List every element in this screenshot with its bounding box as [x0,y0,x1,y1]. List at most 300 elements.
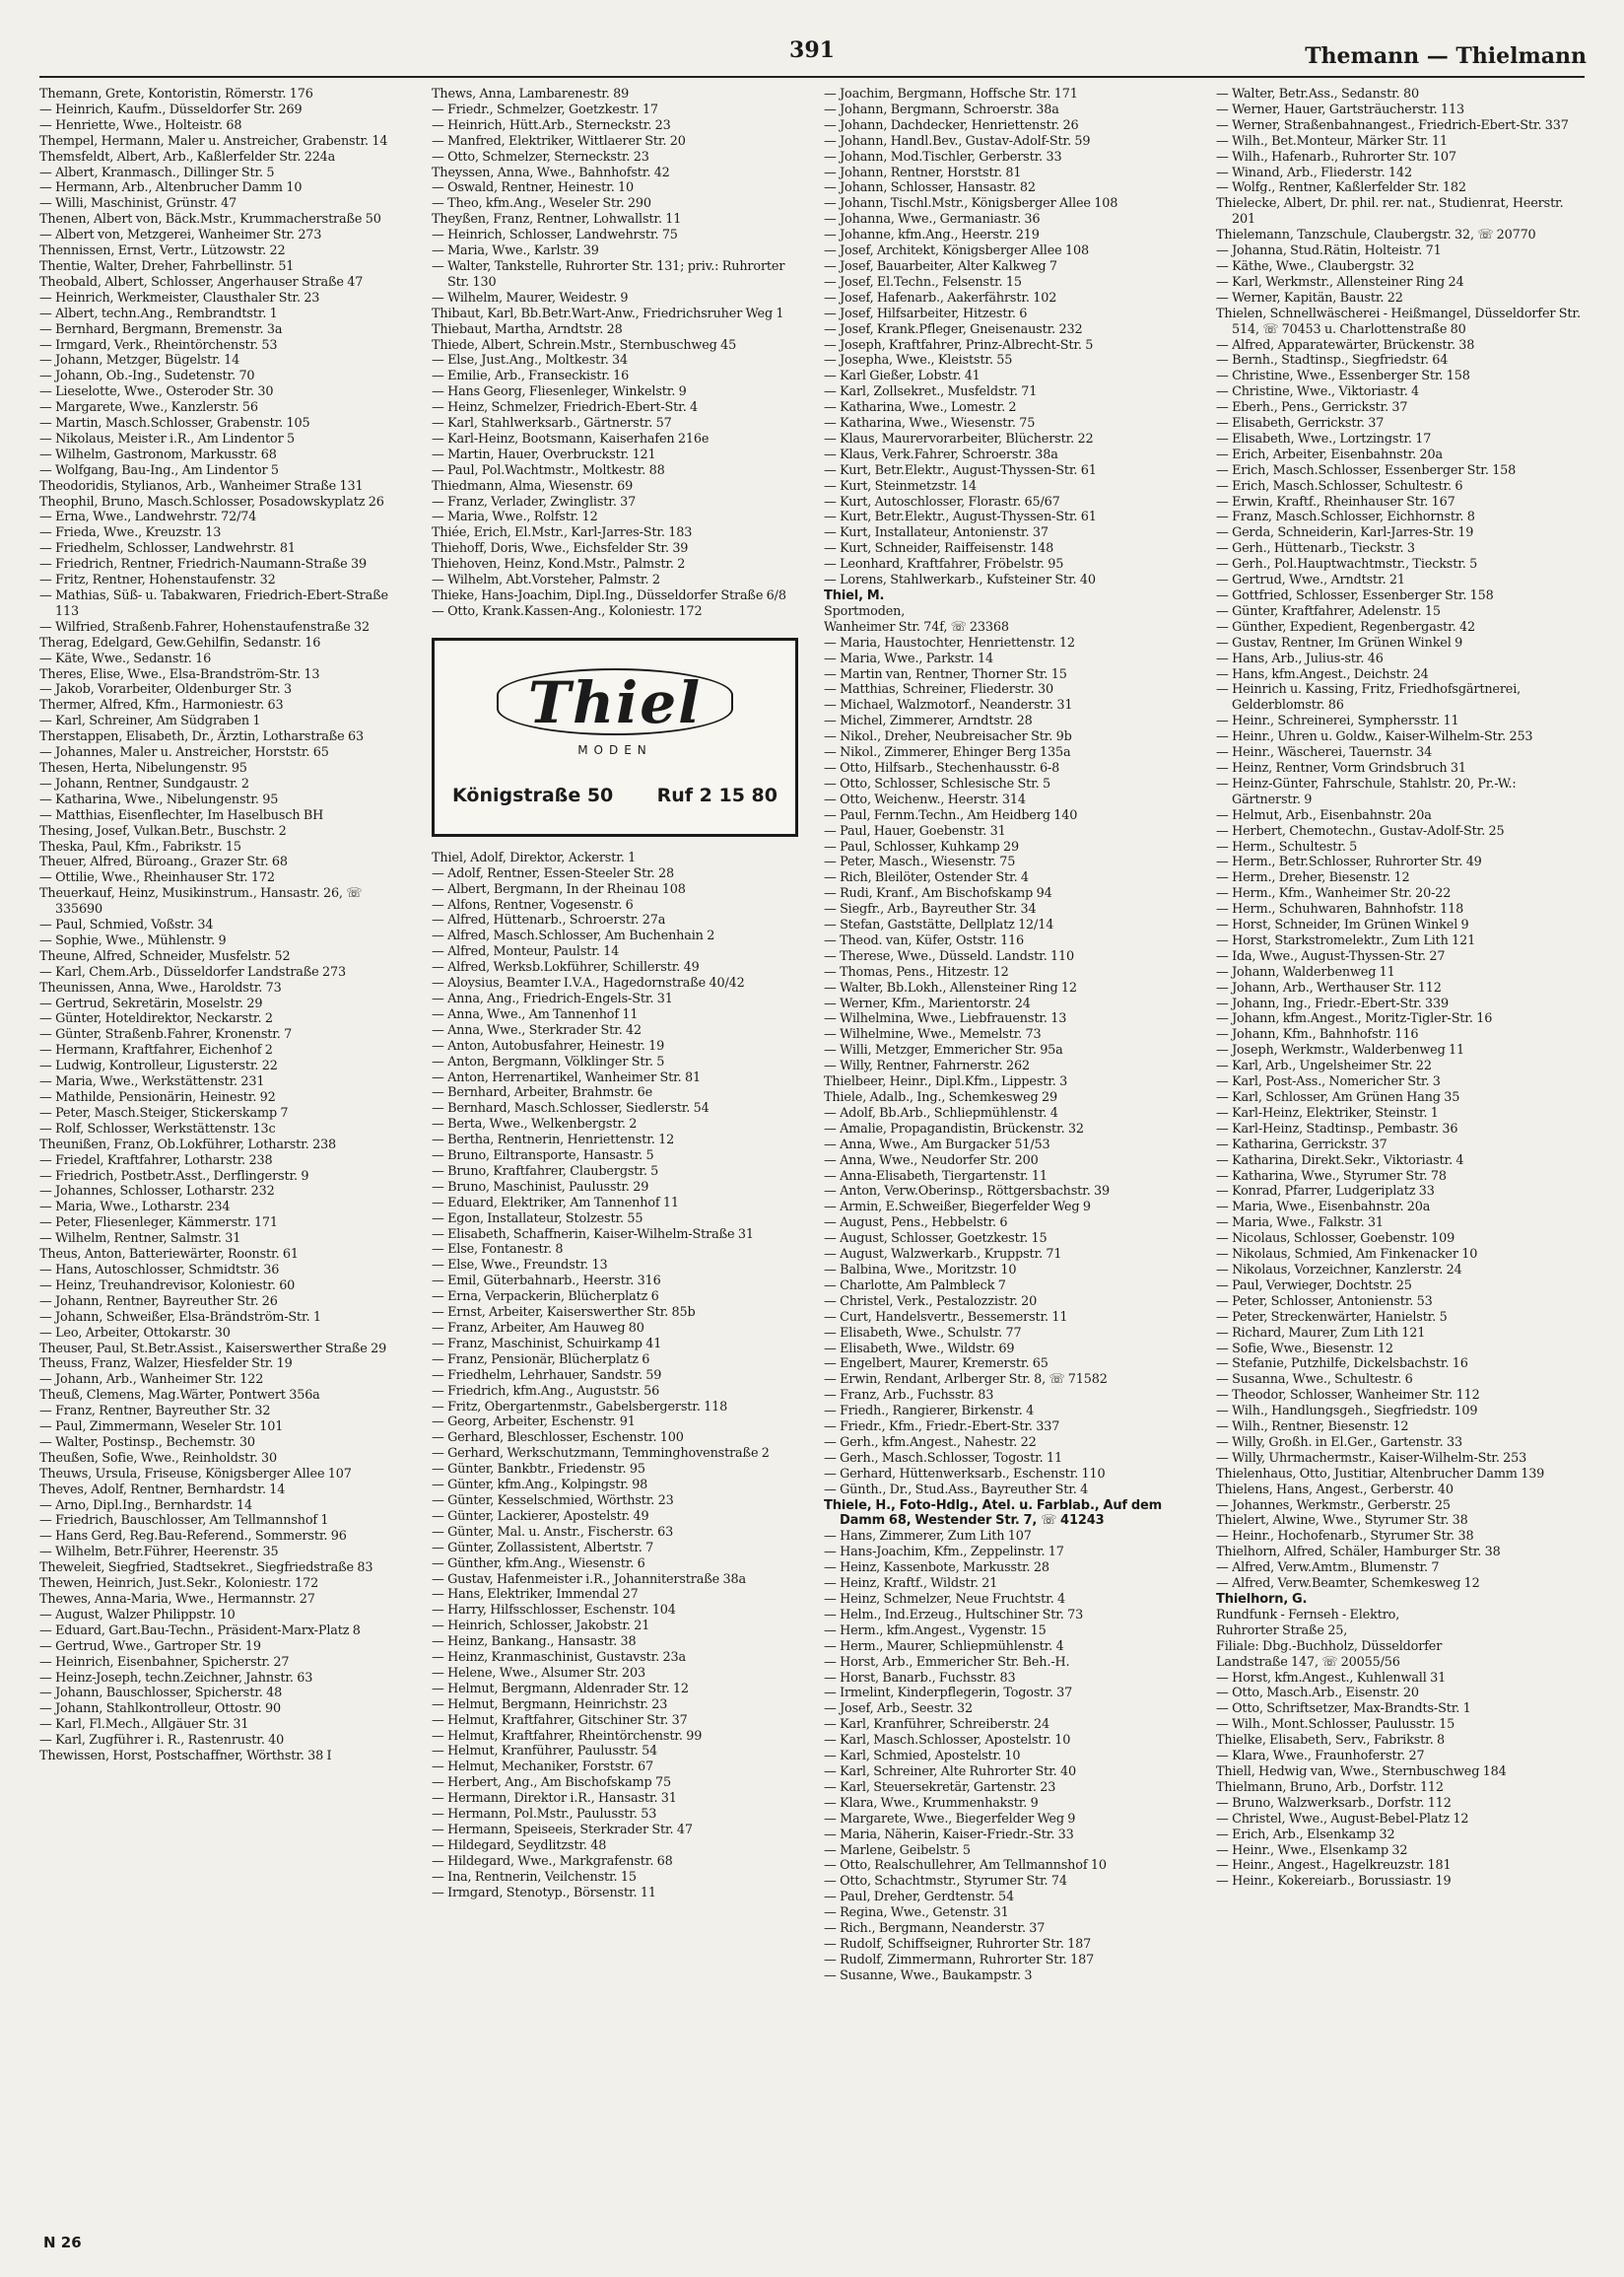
directory-entry: — Ernst, Arbeiter, Kaiserswerther Str. 85b [432,1305,696,1321]
directory-entry: — Hermann, Speiseeis, Sterkrader Str. 47 [432,1823,693,1837]
directory-entry: — Sophie, Wwe., Mühlenstr. 9 [39,932,227,948]
directory-entry: — Helmut, Arb., Eisenbahnstr. 20a [1216,807,1432,823]
directory-entry: — Heinrich u. Kassing, Fritz, Friedhofsgärtnerei, Gelderblomstr. 86 [1216,682,1522,714]
directory-entry: — Karl, Stahlwerksarb., Gärtnerstr. 57 [432,416,672,432]
directory-entry: Theuß, Clemens, Mag.Wärter, Pontwert 356a [39,1388,320,1404]
directory-entry: — Heinz, Kassenbote, Markusstr. 28 [824,1560,1049,1576]
directory-entry: — Susanna, Wwe., Schultestr. 6 [1216,1372,1413,1388]
directory-entry: — Herm., Schuhwaren, Bahnhofstr. 118 [1216,902,1464,918]
directory-entry: — Johann, Stahlkontrolleur, Ottostr. 90 [39,1701,282,1717]
directory-entry: — Werner, Hauer, Gartsträucherstr. 113 [1216,102,1464,117]
directory-entry: — Günther, Expedient, Regenbergastr. 42 [1216,619,1475,635]
directory-entry: Themsfeldt, Albert, Arb., Kaßlerfelder Str. 224a [39,149,336,165]
directory-entry: — Hans, Arb., Julius-str. 46 [1216,651,1384,666]
directory-entry: — Elisabeth, Wwe., Wildstr. 69 [824,1341,1015,1356]
directory-entry: — Josef, El.Techn., Felsenstr. 15 [824,274,1022,290]
directory-entry: — Otto, Weichenw., Heerstr. 314 [824,792,1026,807]
directory-entry: — Karl, Zugführer i. R., Rastenrustr. 40 [39,1733,285,1749]
directory-entry: — Johanna, Wwe., Germaniastr. 36 [824,212,1041,228]
directory-entry: — Horst, Starkstromelektr., Zum Lith 121 [1216,932,1476,948]
directory-entry: Thielbeer, Heinr., Dipl.Kfm., Lippestr. 3 [824,1074,1068,1090]
directory-entry: — Wilhelmina, Wwe., Liebfrauenstr. 13 [824,1011,1067,1027]
directory-entry: — Karl, Kranführer, Schreiberstr. 24 [824,1717,1049,1733]
directory-entry: — Erna, Verpackerin, Blücherplatz 6 [432,1289,659,1305]
directory-entry: — Christel, Wwe., August-Bebel-Platz 12 [1216,1811,1469,1827]
directory-entry: — Heinz, Schmelzer, Neue Fruchtstr. 4 [824,1592,1066,1607]
directory-entry: — Balbina, Wwe., Moritzstr. 10 [824,1262,1017,1277]
directory-entry: — Heinz-Günter, Fahrschule, Stahlstr. 20, Pr.-W.: Gärtnerstr. 9 [1216,776,1517,807]
directory-entry: — Engelbert, Maurer, Kremerstr. 65 [824,1356,1049,1372]
directory-entry: — Maria, Wwe., Falkstr. 31 [1216,1215,1384,1231]
directory-entry: Thews, Anna, Lambarenestr. 89 [432,87,630,102]
directory-entry: — Karl, Post-Ass., Nomericher Str. 3 [1216,1074,1441,1090]
directory-entry: — Helmut, Kranführer, Paulusstr. 54 [432,1744,658,1760]
directory-entry: — Erich, Arbeiter, Eisenbahnstr. 20a [1216,447,1443,462]
directory-entry: — Wilh., Bet.Monteur, Märker Str. 11 [1216,133,1448,149]
directory-entry: — Herm., Maurer, Schliepmühlenstr. 4 [824,1638,1064,1654]
directory-entry: — Johanna, Stud.Rätin, Holteistr. 71 [1216,243,1442,259]
directory-entry: — Anna-Elisabeth, Tiergartenstr. 11 [824,1168,1048,1184]
directory-entry: — Konrad, Pfarrer, Ludgeriplatz 33 [1216,1184,1435,1200]
directory-entry: Theyssen, Anna, Wwe., Bahnhofstr. 42 [432,165,670,180]
directory-entry: — Walter, Tankstelle, Ruhrorter Str. 131; priv.: Ruhrorter Str. 130 [432,258,785,290]
directory-entry: Theuerkauf, Heinz, Musikinstrum., Hansastr. 26, ☏ 335690 [39,886,363,918]
directory-entry: — Heinr., Schreinerei, Symphersstr. 11 [1216,714,1459,729]
directory-entry: — Karl-Heinz, Stadtinsp., Pembastr. 36 [1216,1121,1458,1137]
directory-entry: — Irmgard, Stenotyp., Börsenstr. 11 [432,1885,656,1900]
directory-entry: — Günter, Kraftfahrer, Adelenstr. 15 [1216,603,1441,619]
directory-entry: — Günter, Mal. u. Anstr., Fischerstr. 63 [432,1524,674,1540]
directory-entry: — Erich, Arb., Elsenkamp 32 [1216,1827,1395,1842]
directory-entry: — Heinz, Treuhandrevisor, Koloniestr. 60 [39,1277,296,1293]
directory-entry: — Gerhard, Werkschutzmann, Temminghovenstraße 2 [432,1446,770,1462]
directory-entry: — Herbert, Ang., Am Bischofskamp 75 [432,1775,671,1791]
directory-entry: — Hans, Autoschlosser, Schmidtstr. 36 [39,1262,280,1277]
directory-entry: — Peter, Schlosser, Antonienstr. 53 [1216,1293,1433,1309]
directory-entry: Theunissen, Anna, Wwe., Haroldstr. 73 [39,980,282,996]
directory-entry: — Helmut, Bergmann, Heinrichstr. 23 [432,1696,668,1712]
directory-entry: — Johann, Handl.Bev., Gustav-Adolf-Str. 59 [824,133,1091,149]
directory-entry: Thielert, Alwine, Wwe., Styrumer Str. 38 [1216,1513,1468,1529]
directory-entry: — Alfred, Verw.Beamter, Schemkesweg 12 [1216,1576,1480,1592]
directory-entry: Thermer, Alfred, Kfm., Harmoniestr. 63 [39,698,284,714]
directory-entry: — Curt, Handelsvertr., Bessemerstr. 11 [824,1309,1068,1325]
directory-entry: — Bernhard, Arbeiter, Brahmstr. 6e [432,1085,652,1101]
directory-entry: Thiede, Albert, Schrein.Mstr., Sternbuschweg 45 [432,337,737,353]
directory-entry: Themann, Grete, Kontoristin, Römerstr. 176 [39,87,313,102]
directory-entry: — Johann, Rentner, Sundgaustr. 2 [39,776,249,792]
directory-entry: — Bernh., Stadtinsp., Siegfriedstr. 64 [1216,353,1449,369]
directory-entry: — Anna, Wwe., Neudorfer Str. 200 [824,1152,1039,1168]
directory-entry: — Horst, Banarb., Fuchsstr. 83 [824,1670,1016,1686]
advert-phone: Ruf 2 15 80 [656,784,778,806]
directory-entry: — Christine, Wwe., Essenberger Str. 158 [1216,369,1470,384]
directory-entry: — Willi, Metzger, Emmericher Str. 95a [824,1043,1063,1059]
directory-entry: — Karl, Masch.Schlosser, Apostelstr. 10 [824,1733,1071,1749]
directory-entry: — Rich, Bleilöter, Ostender Str. 4 [824,870,1029,886]
directory-entry: — Wilh., Rentner, Biesenstr. 12 [1216,1419,1409,1435]
directory-entry: — Johann, Schweißer, Elsa-Brändström-Str. 1 [39,1309,321,1325]
directory-entry: — Michel, Zimmerer, Arndtstr. 28 [824,714,1033,729]
page-number: 391 [789,37,835,63]
directory-entry: — Heinz-Joseph, techn.Zeichner, Jahnstr. 63 [39,1670,313,1686]
directory-entry: — Günther, kfm.Ang., Wiesenstr. 6 [432,1555,645,1571]
directory-entry: Thiée, Erich, El.Mstr., Karl-Jarres-Str. 183 [432,525,693,541]
directory-entry: — Heinr., Hochofenarb., Styrumer Str. 38 [1216,1529,1474,1545]
directory-entry: — Karl-Heinz, Bootsmann, Kaiserhafen 216e [432,431,710,447]
directory-entry: — Günter, Hoteldirektor, Neckarstr. 2 [39,1011,273,1027]
directory-entry: Theus, Anton, Batteriewärter, Roonstr. 61 [39,1247,299,1263]
directory-entry: — Werner, Kapitän, Baustr. 22 [1216,290,1403,306]
directory-entry: — Otto, Hilfsarb., Stechenhausstr. 6-8 [824,760,1060,776]
directory-entry: — Georg, Arbeiter, Eschenstr. 91 [432,1414,636,1430]
directory-entry: — Günter, Kesselschmied, Wörthstr. 23 [432,1492,674,1508]
directory-entry: — Werner, Straßenbahnangest., Friedrich-Ebert-Str. 337 [1216,117,1569,133]
directory-entry: Thieke, Hans-Joachim, Dipl.Ing., Düsseldorfer Straße 6/8 [432,588,786,603]
directory-entry: — Wilhelm, Abt.Vorsteher, Palmstr. 2 [432,573,660,588]
directory-entry: Thielenhaus, Otto, Justitiar, Altenbrucher Damm 139 [1216,1466,1545,1482]
directory-entry: — Martin, Hauer, Overbruckstr. 121 [432,447,656,462]
directory-entry: — Anna, Ang., Friedrich-Engels-Str. 31 [432,991,673,1006]
directory-entry: — Katharina, Wwe., Nibelungenstr. 95 [39,792,279,807]
directory-entry: — Herm., Schultestr. 5 [1216,839,1358,855]
directory-entry: — Kurt, Autoschlosser, Florastr. 65/67 [824,494,1060,510]
directory-entry: — Paul, Dreher, Gerdtenstr. 54 [824,1890,1015,1905]
directory-entry: — Josef, Architekt, Königsberger Allee 108 [824,243,1089,259]
directory-entry: — Anna, Wwe., Sterkrader Str. 42 [432,1022,643,1038]
directory-entry: — Wolfgang, Bau-Ing., Am Lindentor 5 [39,462,279,478]
directory-entry: — August, Walzwerkarb., Kruppstr. 71 [824,1247,1062,1263]
directory-entry: — Siegfr., Arb., Bayreuther Str. 34 [824,902,1037,918]
directory-entry: — Else, Just.Ang., Moltkestr. 34 [432,353,629,369]
directory-entry: — Winand, Arb., Fliederstr. 142 [1216,165,1412,180]
directory-entry: — Henriette, Wwe., Holteistr. 68 [39,117,242,133]
directory-entry: — Arno, Dipl.Ing., Bernhardstr. 14 [39,1497,252,1513]
directory-entry: — Jakob, Vorarbeiter, Oldenburger Str. 3 [39,682,292,698]
directory-entry: — Else, Wwe., Freundstr. 13 [432,1258,608,1274]
directory-entry: — Richard, Maurer, Zum Lith 121 [1216,1325,1426,1341]
directory-entry: — Katharina, Direkt.Sekr., Viktoriastr. 4 [1216,1152,1464,1168]
directory-entry: Theuss, Franz, Walzer, Hiesfelder Str. 19 [39,1356,293,1372]
directory-entry: — Eberh., Pens., Gerrickstr. 37 [1216,400,1408,416]
directory-entry: — Gottfried, Schlosser, Essenberger Str. 158 [1216,588,1494,603]
directory-entry: — Wilhelm, Betr.Führer, Heerenstr. 35 [39,1545,279,1560]
directory-entry: — Alfred, Hüttenarb., Schroerstr. 27a [432,913,666,929]
directory-entry: — Gustav, Hafenmeister i.R., Johanniterstraße 38a [432,1571,746,1587]
directory-entry: — Wilhelm, Maurer, Weidestr. 9 [432,290,629,306]
directory-entry: — Katharina, Wwe., Wiesenstr. 75 [824,416,1036,432]
directory-entry: — Josef, Bauarbeiter, Alter Kalkweg 7 [824,258,1057,274]
directory-entry: — Susanne, Wwe., Baukampstr. 3 [824,1967,1033,1983]
directory-entry: — Karl, Chem.Arb., Düsseldorfer Landstraße 273 [39,964,347,980]
directory-entry: — Charlotte, Am Palmbleck 7 [824,1277,1006,1293]
directory-entry: Therag, Edelgard, Gew.Gehilfin, Sedanstr. 16 [39,635,321,651]
directory-entry: — Otto, Schachtmstr., Styrumer Str. 74 [824,1874,1067,1890]
directory-entry: — Albert, Kranmasch., Dillinger Str. 5 [39,165,275,180]
directory-entry: — Lieselotte, Wwe., Osteroder Str. 30 [39,384,274,400]
directory-entry: — Hans-Joachim, Kfm., Zeppelinstr. 17 [824,1545,1064,1560]
directory-entry: — Karl, Arb., Ungelsheimer Str. 22 [1216,1059,1432,1074]
advert-address: Königstraße 50 [452,784,614,806]
directory-entry: — Herm., Kfm., Wanheimer Str. 20-22 [1216,886,1452,902]
directory-entry: — Heinz, Kraftf., Wildstr. 21 [824,1576,998,1592]
directory-entry: Thiell, Hedwig van, Wwe., Sternbuschweg 184 [1216,1763,1507,1779]
directory-entry: — Nikolaus, Schmied, Am Finkenacker 10 [1216,1247,1478,1263]
directory-entry: — Friedh., Rangierer, Birkenstr. 4 [824,1404,1035,1419]
directory-entry: Theves, Adolf, Rentner, Bernhardstr. 14 [39,1482,286,1497]
directory-entry: — Katharina, Wwe., Styrumer Str. 78 [1216,1168,1447,1184]
directory-entry: — August, Pens., Hebbelstr. 6 [824,1215,1008,1231]
directory-entry: — Maria, Wwe., Eisenbahnstr. 20a [1216,1200,1431,1215]
directory-entry: — Leo, Arbeiter, Ottokarstr. 30 [39,1325,231,1341]
directory-entry: — Franz, Maschinist, Schuirkamp 41 [432,1336,662,1351]
directory-entry: — Josef, Hafenarb., Aakerfährstr. 102 [824,290,1057,306]
directory-column-2 [432,87,798,2231]
directory-entry: — Hans Georg, Fliesenleger, Winkelstr. 9 [432,384,687,400]
directory-entry: — Oswald, Rentner, Heinestr. 10 [432,180,635,196]
directory-entry: — Erwin, Rendant, Arlberger Str. 8, ☏ 71582 [824,1372,1108,1388]
directory-entry: — Hans, kfm.Angest., Deichstr. 24 [1216,666,1429,682]
directory-entry: — Maria, Wwe., Lotharstr. 234 [39,1200,231,1215]
directory-entry: — Erich, Masch.Schlosser, Schultestr. 6 [1216,478,1463,494]
directory-entry: — Alfred, Verw.Amtm., Blumenstr. 7 [1216,1560,1440,1576]
directory-entry: — Alfred, Apparatewärter, Brückenstr. 38 [1216,337,1475,353]
directory-entry: Thiel, Adolf, Direktor, Ackerstr. 1 [432,850,637,865]
directory-entry: — Johann, Schlosser, Hansastr. 82 [824,180,1036,196]
directory-entry: — Karl, Schmied, Apostelstr. 10 [824,1749,1021,1764]
directory-entry: — Josef, Hilfsarbeiter, Hitzestr. 6 [824,306,1028,321]
directory-entry: — Amalie, Propagandistin, Brückenstr. 32 [824,1121,1084,1137]
directory-entry: — Maria, Haustochter, Henriettenstr. 12 [824,635,1075,651]
directory-entry: — Heinrich, Eisenbahner, Spicherstr. 27 [39,1654,290,1670]
directory-entry: — Johann, Ob.-Ing., Sudetenstr. 70 [39,369,255,384]
directory-entry: — Leonhard, Kraftfahrer, Fröbelstr. 95 [824,557,1064,573]
directory-entry: — Margarete, Wwe., Kanzlerstr. 56 [39,400,258,416]
directory-entry: — Elisabeth, Gerrickstr. 37 [1216,416,1385,432]
directory-entry: — Eduard, Gart.Bau-Techn., Präsident-Marx-Platz 8 [39,1622,361,1638]
advert-contact [452,784,778,806]
directory-entry: — Katharina, Gerrickstr. 37 [1216,1137,1387,1152]
directory-entry: — Alfred, Werksb.Lokführer, Schillerstr. 49 [432,960,700,976]
directory-entry: — Günter, Zollassistent, Albertstr. 7 [432,1540,654,1555]
directory-entry: Thempel, Hermann, Maler u. Anstreicher, Grabenstr. 14 [39,133,388,149]
directory-entry: Theyßen, Franz, Rentner, Lohwallstr. 11 [432,212,682,228]
directory-entry: — Bruno, Kraftfahrer, Claubergstr. 5 [432,1163,659,1179]
directory-entry: — Johann, Arb., Werthauser Str. 112 [1216,980,1442,996]
directory-entry: — Karl, Schreiner, Am Südgraben 1 [39,714,261,729]
directory-entry: — Josef, Krank.Pfleger, Gneisenaustr. 232 [824,321,1083,337]
directory-entry: — Armin, E.Schweißer, Biegerfelder Weg 9 [824,1200,1091,1215]
directory-entry: — Käthe, Wwe., Claubergstr. 32 [1216,258,1415,274]
directory-entry: — Irmelint, Kinderpflegerin, Togostr. 37 [824,1686,1073,1701]
directory-entry: — Regina, Wwe., Getenstr. 31 [824,1905,1009,1921]
thiel-moden-advert [432,638,798,837]
directory-entry: — Heinr., Uhren u. Goldw., Kaiser-Wilhelm-Str. 253 [1216,729,1533,745]
directory-entry: Ruhrorter Straße 25, [1216,1622,1348,1638]
directory-entry: — Marlene, Geibelstr. 5 [824,1842,971,1858]
directory-entry: — Friedrich, Postbetr.Asst., Derflingerstr. 9 [39,1168,309,1184]
directory-entry: Theunißen, Franz, Ob.Lokführer, Lotharstr. 238 [39,1137,337,1152]
directory-entry: — Johann, Arb., Wanheimer Str. 122 [39,1372,264,1388]
directory-entry: Thiebaut, Martha, Arndtstr. 28 [432,321,623,337]
directory-entry: Theobald, Albert, Schlosser, Angerhauser Straße 47 [39,274,364,290]
directory-entry: — Adolf, Rentner, Essen-Steeler Str. 28 [432,865,674,881]
directory-entry: — Gertrud, Wwe., Arndtstr. 21 [1216,573,1405,588]
directory-entry: — Joseph, Kraftfahrer, Prinz-Albrecht-Str. 5 [824,337,1094,353]
directory-entry: — Karl, Werkmstr., Allensteiner Ring 24 [1216,274,1464,290]
directory-entry: — Rudolf, Schiffseigner, Ruhrorter Str. 187 [824,1936,1092,1952]
directory-entry: — Nikol., Zimmerer, Ehinger Berg 135a [824,745,1071,761]
directory-entry: — Rolf, Schlosser, Werkstättenstr. 13c [39,1121,276,1137]
directory-entry: Thesing, Josef, Vulkan.Betr., Buschstr. 2 [39,823,287,839]
directory-entry: — Heinr., Angest., Hagelkreuzstr. 181 [1216,1858,1452,1874]
directory-entry: — Gerhard, Hüttenwerksarb., Eschenstr. 110 [824,1466,1106,1482]
directory-entry: — Sofie, Wwe., Biesenstr. 12 [1216,1341,1393,1356]
directory-entry: Theska, Paul, Kfm., Fabrikstr. 15 [39,839,241,855]
directory-entry: — Rudolf, Zimmermann, Ruhrorter Str. 187 [824,1952,1095,1967]
directory-entry: — Johannes, Maler u. Anstreicher, Horststr. 65 [39,745,329,761]
directory-entry: Thibaut, Karl, Bb.Betr.Wart-Anw., Friedrichsruher Weg 1 [432,306,784,321]
directory-entry: — Bruno, Walzwerksarb., Dorfstr. 112 [1216,1795,1452,1811]
directory-entry: — Günth., Dr., Stud.Ass., Bayreuther Str. 4 [824,1482,1089,1497]
directory-entry: — Günter, Straßenb.Fahrer, Kronenstr. 7 [39,1027,293,1043]
directory-entry: — Günter, Bankbtr., Friedenstr. 95 [432,1462,645,1478]
directory-entry: — Johannes, Werkmstr., Gerberstr. 25 [1216,1497,1451,1513]
directory-entry: — Walter, Betr.Ass., Sedanstr. 80 [1216,87,1419,102]
directory-entry: — Wilfried, Straßenb.Fahrer, Hohenstaufenstraße 32 [39,619,371,635]
directory-entry: — Karl, Schlosser, Am Grünen Hang 35 [1216,1090,1460,1105]
directory-entry: — Karl, Schreiner, Alte Ruhrorter Str. 40 [824,1763,1076,1779]
directory-entry: — August, Schlosser, Goetzkestr. 15 [824,1231,1048,1247]
directory-entry: — Hildegard, Wwe., Markgrafenstr. 68 [432,1853,673,1869]
directory-entry: Sportmoden, [824,603,906,619]
directory-entry: — Mathias, Süß- u. Tabakwaren, Friedrich-Ebert-Straße 113 [39,588,388,619]
directory-entry: — Heinrich, Schlosser, Jakobstr. 21 [432,1619,650,1634]
running-head: Themann — Thielmann [1305,43,1587,69]
directory-entry: — Alfred, Masch.Schlosser, Am Buchenhain 2 [432,929,715,944]
directory-entry: — Wilh., Hafenarb., Ruhrorter Str. 107 [1216,149,1456,165]
directory-entry: — Kurt, Steinmetzstr. 14 [824,478,977,494]
directory-entry: — Katharina, Wwe., Lomestr. 2 [824,400,1017,416]
directory-entry: Theuws, Ursula, Friseuse, Königsberger Allee 107 [39,1466,352,1482]
directory-entry: — Johann, Bauschlosser, Spicherstr. 48 [39,1686,283,1701]
directory-entry: Thielen, Schnellwäscherei - Heißmangel, Düsseldorfer Str. 514, ☏ 70453 u. Charlottenstraße 80 [1216,306,1581,337]
directory-entry: Filiale: Dbg.-Buchholz, Düsseldorfer [1216,1638,1443,1654]
directory-entry: — Peter, Streckenwärter, Hanielstr. 5 [1216,1309,1448,1325]
directory-entry: — Friedrich, Bauschlosser, Am Tellmannshof 1 [39,1513,329,1529]
directory-entry: — Paul, Pol.Wachtmstr., Moltkestr. 88 [432,462,665,478]
directory-entry: — Anna, Wwe., Am Tannenhof 11 [432,1006,639,1022]
directory-entry: — Wilhelmine, Wwe., Memelstr. 73 [824,1027,1042,1043]
directory-entry: — Johann, Rentner, Horststr. 81 [824,165,1022,180]
directory-entry: — Otto, Schriftsetzer, Max-Brandts-Str. 1 [1216,1701,1471,1717]
directory-entry: — Adolf, Bb.Arb., Schliepmühlenstr. 4 [824,1105,1058,1121]
directory-entry: — Maria, Wwe., Parkstr. 14 [824,651,993,666]
directory-entry: — Horst, Arb., Emmericher Str. Beh.-H. [824,1654,1070,1670]
directory-entry: — Alfred, Monteur, Paulstr. 14 [432,944,620,960]
directory-entry: — Herm., kfm.Angest., Vygenstr. 15 [824,1622,1047,1638]
directory-entry: — Nikolaus, Meister i.R., Am Lindentor 5 [39,431,295,447]
directory-entry: — Johann, Rentner, Bayreuther Str. 26 [39,1293,278,1309]
directory-entry: — Otto, Realschullehrer, Am Tellmannshof 10 [824,1858,1107,1874]
directory-entry: Thielhorn, Alfred, Schäler, Hamburger Str. 38 [1216,1545,1501,1560]
directory-entry: — Heinr., Wwe., Elsenkamp 32 [1216,1842,1408,1858]
directory-entry: — Johann, Bergmann, Schroerstr. 38a [824,102,1059,117]
directory-entry: — Ida, Wwe., August-Thyssen-Str. 27 [1216,948,1446,964]
directory-entry: — Josef, Arb., Seestr. 32 [824,1701,974,1717]
directory-entry: — Theo, kfm.Ang., Weseler Str. 290 [432,196,651,212]
directory-entry: Wanheimer Str. 74f, ☏ 23368 [824,619,1009,635]
directory-entry: — Karl, Fl.Mech., Allgäuer Str. 31 [39,1717,249,1733]
directory-entry: — Anton, Bergmann, Völklinger Str. 5 [432,1054,665,1070]
directory-entry: — Nicolaus, Schlosser, Goebenstr. 109 [1216,1231,1455,1247]
directory-entry: — Heinz, Bankang., Hansastr. 38 [432,1634,637,1650]
directory-entry: — Klaus, Maurervorarbeiter, Blücherstr. 22 [824,431,1094,447]
directory-entry: — Kurt, Betr.Elektr., August-Thyssen-Str. 61 [824,510,1097,525]
directory-entry: — Otto, Schmelzer, Sterneckstr. 23 [432,149,649,165]
directory-entry: Thewissen, Horst, Postschaffner, Wörthstr. 38 I [39,1749,332,1764]
directory-entry: — Wilh., Handlungsgeh., Siegfriedstr. 109 [1216,1404,1478,1419]
directory-entry: — Hermann, Kraftfahrer, Eichenhof 2 [39,1043,273,1059]
directory-entry: — Günter, Lackierer, Apostelstr. 49 [432,1508,649,1524]
directory-entry: — Peter, Masch.Steiger, Stickerskamp 7 [39,1105,289,1121]
directory-entry: Theres, Elise, Wwe., Elsa-Brandström-Str. 13 [39,666,320,682]
directory-entry: — Karl Gießer, Lobstr. 41 [824,369,981,384]
directory-column-1 [39,87,406,2231]
directory-entry: — Franz, Arbeiter, Am Hauweg 80 [432,1321,644,1336]
directory-entry: — Paul, Schlosser, Kuhkamp 29 [824,839,1019,855]
directory-entry: — Gerda, Schneiderin, Karl-Jarres-Str. 19 [1216,525,1474,541]
directory-entry: — Emil, Güterbahnarb., Heerstr. 316 [432,1274,661,1289]
directory-entry: — Berta, Wwe., Welkenbergstr. 2 [432,1117,638,1133]
directory-entry: — Thomas, Pens., Hitzestr. 12 [824,964,1009,980]
directory-entry: Theuser, Paul, St.Betr.Assist., Kaiserswerther Straße 29 [39,1341,387,1356]
directory-entry: — Else, Fontanestr. 8 [432,1242,564,1258]
directory-entry: — Hermann, Direktor i.R., Hansastr. 31 [432,1791,677,1807]
directory-entry: — Karl, Steuersekretär, Gartenstr. 23 [824,1779,1056,1795]
directory-entry: — Ina, Rentnerin, Veilchenstr. 15 [432,1869,637,1885]
directory-entry: — Fritz, Rentner, Hohenstaufenstr. 32 [39,573,276,588]
directory-entry: — Christine, Wwe., Viktoriastr. 4 [1216,384,1420,400]
directory-entry: — Käte, Wwe., Sedanstr. 16 [39,651,212,666]
directory-entry: Thennissen, Ernst, Vertr., Lützowstr. 22 [39,243,286,259]
directory-entry: Thiele, Adalb., Ing., Schemkesweg 29 [824,1090,1057,1105]
directory-entry: — Wilhelm, Rentner, Salmstr. 31 [39,1231,241,1247]
directory-entry: — Anton, Verw.Oberinsp., Röttgersbachstr. 39 [824,1184,1111,1200]
directory-entry: — Wilhelm, Gastronom, Markusstr. 68 [39,447,277,462]
directory-entry: — Karl-Heinz, Elektriker, Steinstr. 1 [1216,1105,1439,1121]
directory-entry: — Bruno, Eiltransporte, Hansastr. 5 [432,1148,654,1164]
directory-entry: — Kurt, Installateur, Antonienstr. 37 [824,525,1049,541]
directory-entry: — Maria, Wwe., Werkstättenstr. 231 [39,1074,265,1090]
directory-entry: — Erich, Masch.Schlosser, Essenberger Str. 158 [1216,462,1517,478]
directory-entry: — Anna, Wwe., Am Burgacker 51/53 [824,1137,1050,1152]
directory-entry: — Heinrich, Werkmeister, Clausthaler Str. 23 [39,290,320,306]
directory-entry: — Heinz, Kranmaschinist, Gustavstr. 23a [432,1650,687,1666]
directory-entry: — Martin, Masch.Schlosser, Grabenstr. 105 [39,416,310,432]
directory-entry: — Eduard, Elektriker, Am Tannenhof 11 [432,1195,679,1210]
directory-entry: — Klaus, Verk.Fahrer, Schroerstr. 38a [824,447,1058,462]
directory-entry: Landstraße 147, ☏ 20055/56 [1216,1654,1400,1670]
directory-entry: — Willi, Maschinist, Grünstr. 47 [39,196,237,212]
directory-entry: Thielemann, Tanzschule, Claubergstr. 32, ☏ 20770 [1216,228,1536,243]
directory-entry: — Paul, Verwieger, Dochtstr. 25 [1216,1277,1412,1293]
directory-entry: — Stefan, Gaststätte, Dellplatz 12/14 [824,918,1054,933]
directory-entry: — Heinr., Kokereiarb., Borussiastr. 19 [1216,1874,1452,1890]
directory-entry: — Johann, Ing., Friedr.-Ebert-Str. 339 [1216,996,1450,1011]
footer-signature-mark: N 26 [43,2234,82,2251]
directory-entry: — Willy, Großh. in El.Ger., Gartenstr. 33 [1216,1434,1462,1450]
